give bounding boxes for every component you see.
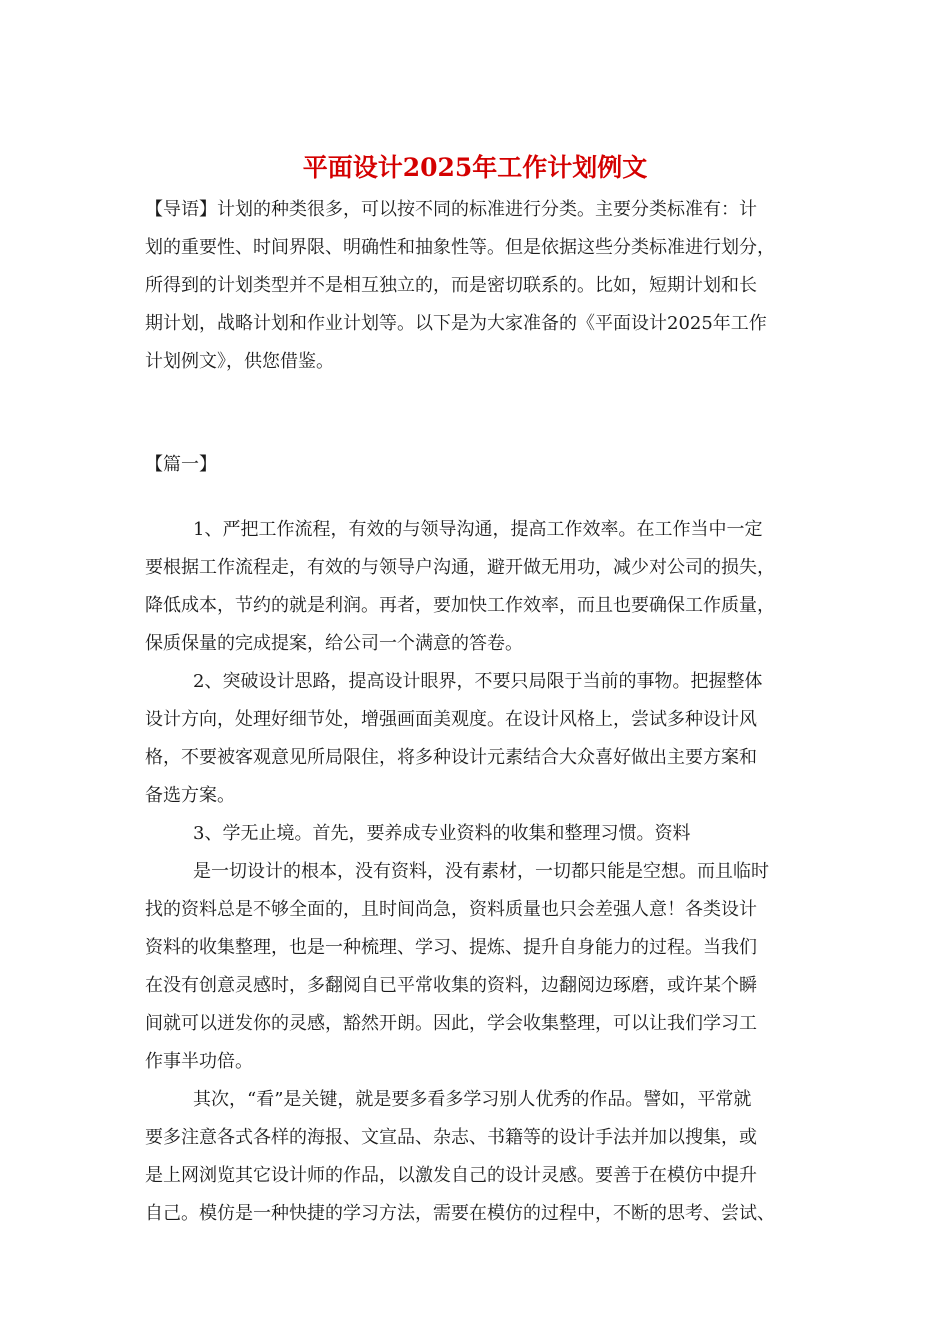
intro-line: 计划例文》，供您借鉴。 xyxy=(145,351,334,372)
body-line: 2、突破设计思路，提高设计眼界，不要只局限于当前的事物。把握整体 xyxy=(193,671,763,692)
body-line: 3、学无止境。首先，要养成专业资料的收集和整理习惯。资料 xyxy=(193,823,691,844)
intro-line: 划的重要性、时间界限、明确性和抽象性等。但是依据这些分类标准进行划分， xyxy=(145,237,775,258)
body-line: 自己。模仿是一种快捷的学习方法，需要在模仿的过程中，不断的思考、尝试、 xyxy=(145,1203,775,1224)
body-line: 其次，“看”是关键，就是要多看多学习别人优秀的作品。譬如，平常就 xyxy=(193,1089,752,1110)
body-line: 间就可以迸发你的灵感，豁然开朗。因此，学会收集整理，可以让我们学习工 xyxy=(145,1013,757,1034)
body-line: 要多注意各式各样的海报、文宣品、杂志、书籍等的设计手法并加以搜集，或 xyxy=(145,1127,757,1148)
body-line: 设计方向，处理好细节处，增强画面美观度。在设计风格上，尝试多种设计风 xyxy=(145,709,757,730)
intro-line: 所得到的计划类型并不是相互独立的，而是密切联系的。比如，短期计划和长 xyxy=(145,275,757,296)
body-line: 备选方案。 xyxy=(145,785,235,806)
body-line: 在没有创意灵感时，多翻阅自已平常收集的资料，边翻阅边琢磨，或许某个瞬 xyxy=(145,975,757,996)
intro-line: 期计划，战略计划和作业计划等。以下是为大家准备的《平面设计2025年工作 xyxy=(145,313,767,334)
section-heading: 【篇一】 xyxy=(145,454,217,475)
body-line: 资料的收集整理，也是一种梳理、学习、提炼、提升自身能力的过程。当我们 xyxy=(145,937,757,958)
body-line: 找的资料总是不够全面的，且时间尚急，资料质量也只会差强人意！各类设计 xyxy=(145,899,757,920)
intro-paragraph xyxy=(145,191,813,381)
body-line: 保质保量的完成提案，给公司一个满意的答卷。 xyxy=(145,633,523,654)
body-line: 1、严把工作流程，有效的与领导沟通，提高工作效率。在工作当中一定 xyxy=(193,519,763,540)
document-title: 平面设计2025年工作计划例文 xyxy=(302,153,648,182)
body-line: 降低成本，节约的就是利润。再者，要加快工作效率，而且也要确保工作质量， xyxy=(145,595,775,616)
body-paragraphs xyxy=(145,511,813,1233)
body-line: 是上网浏览其它设计师的作品，以激发自己的设计灵感。要善于在模仿中提升 xyxy=(145,1165,757,1186)
body-line: 是一切设计的根本，没有资料，没有素材，一切都只能是空想。而且临时 xyxy=(193,861,769,882)
intro-line: 【导语】计划的种类很多，可以按不同的标准进行分类。主要分类标准有：计 xyxy=(145,199,757,220)
body-line: 作事半功倍。 xyxy=(145,1051,253,1072)
body-line: 要根据工作流程走，有效的与领导户沟通，避开做无用功，减少对公司的损失， xyxy=(145,557,775,578)
body-line: 格，不要被客观意见所局限住，将多种设计元素结合大众喜好做出主要方案和 xyxy=(145,747,757,768)
